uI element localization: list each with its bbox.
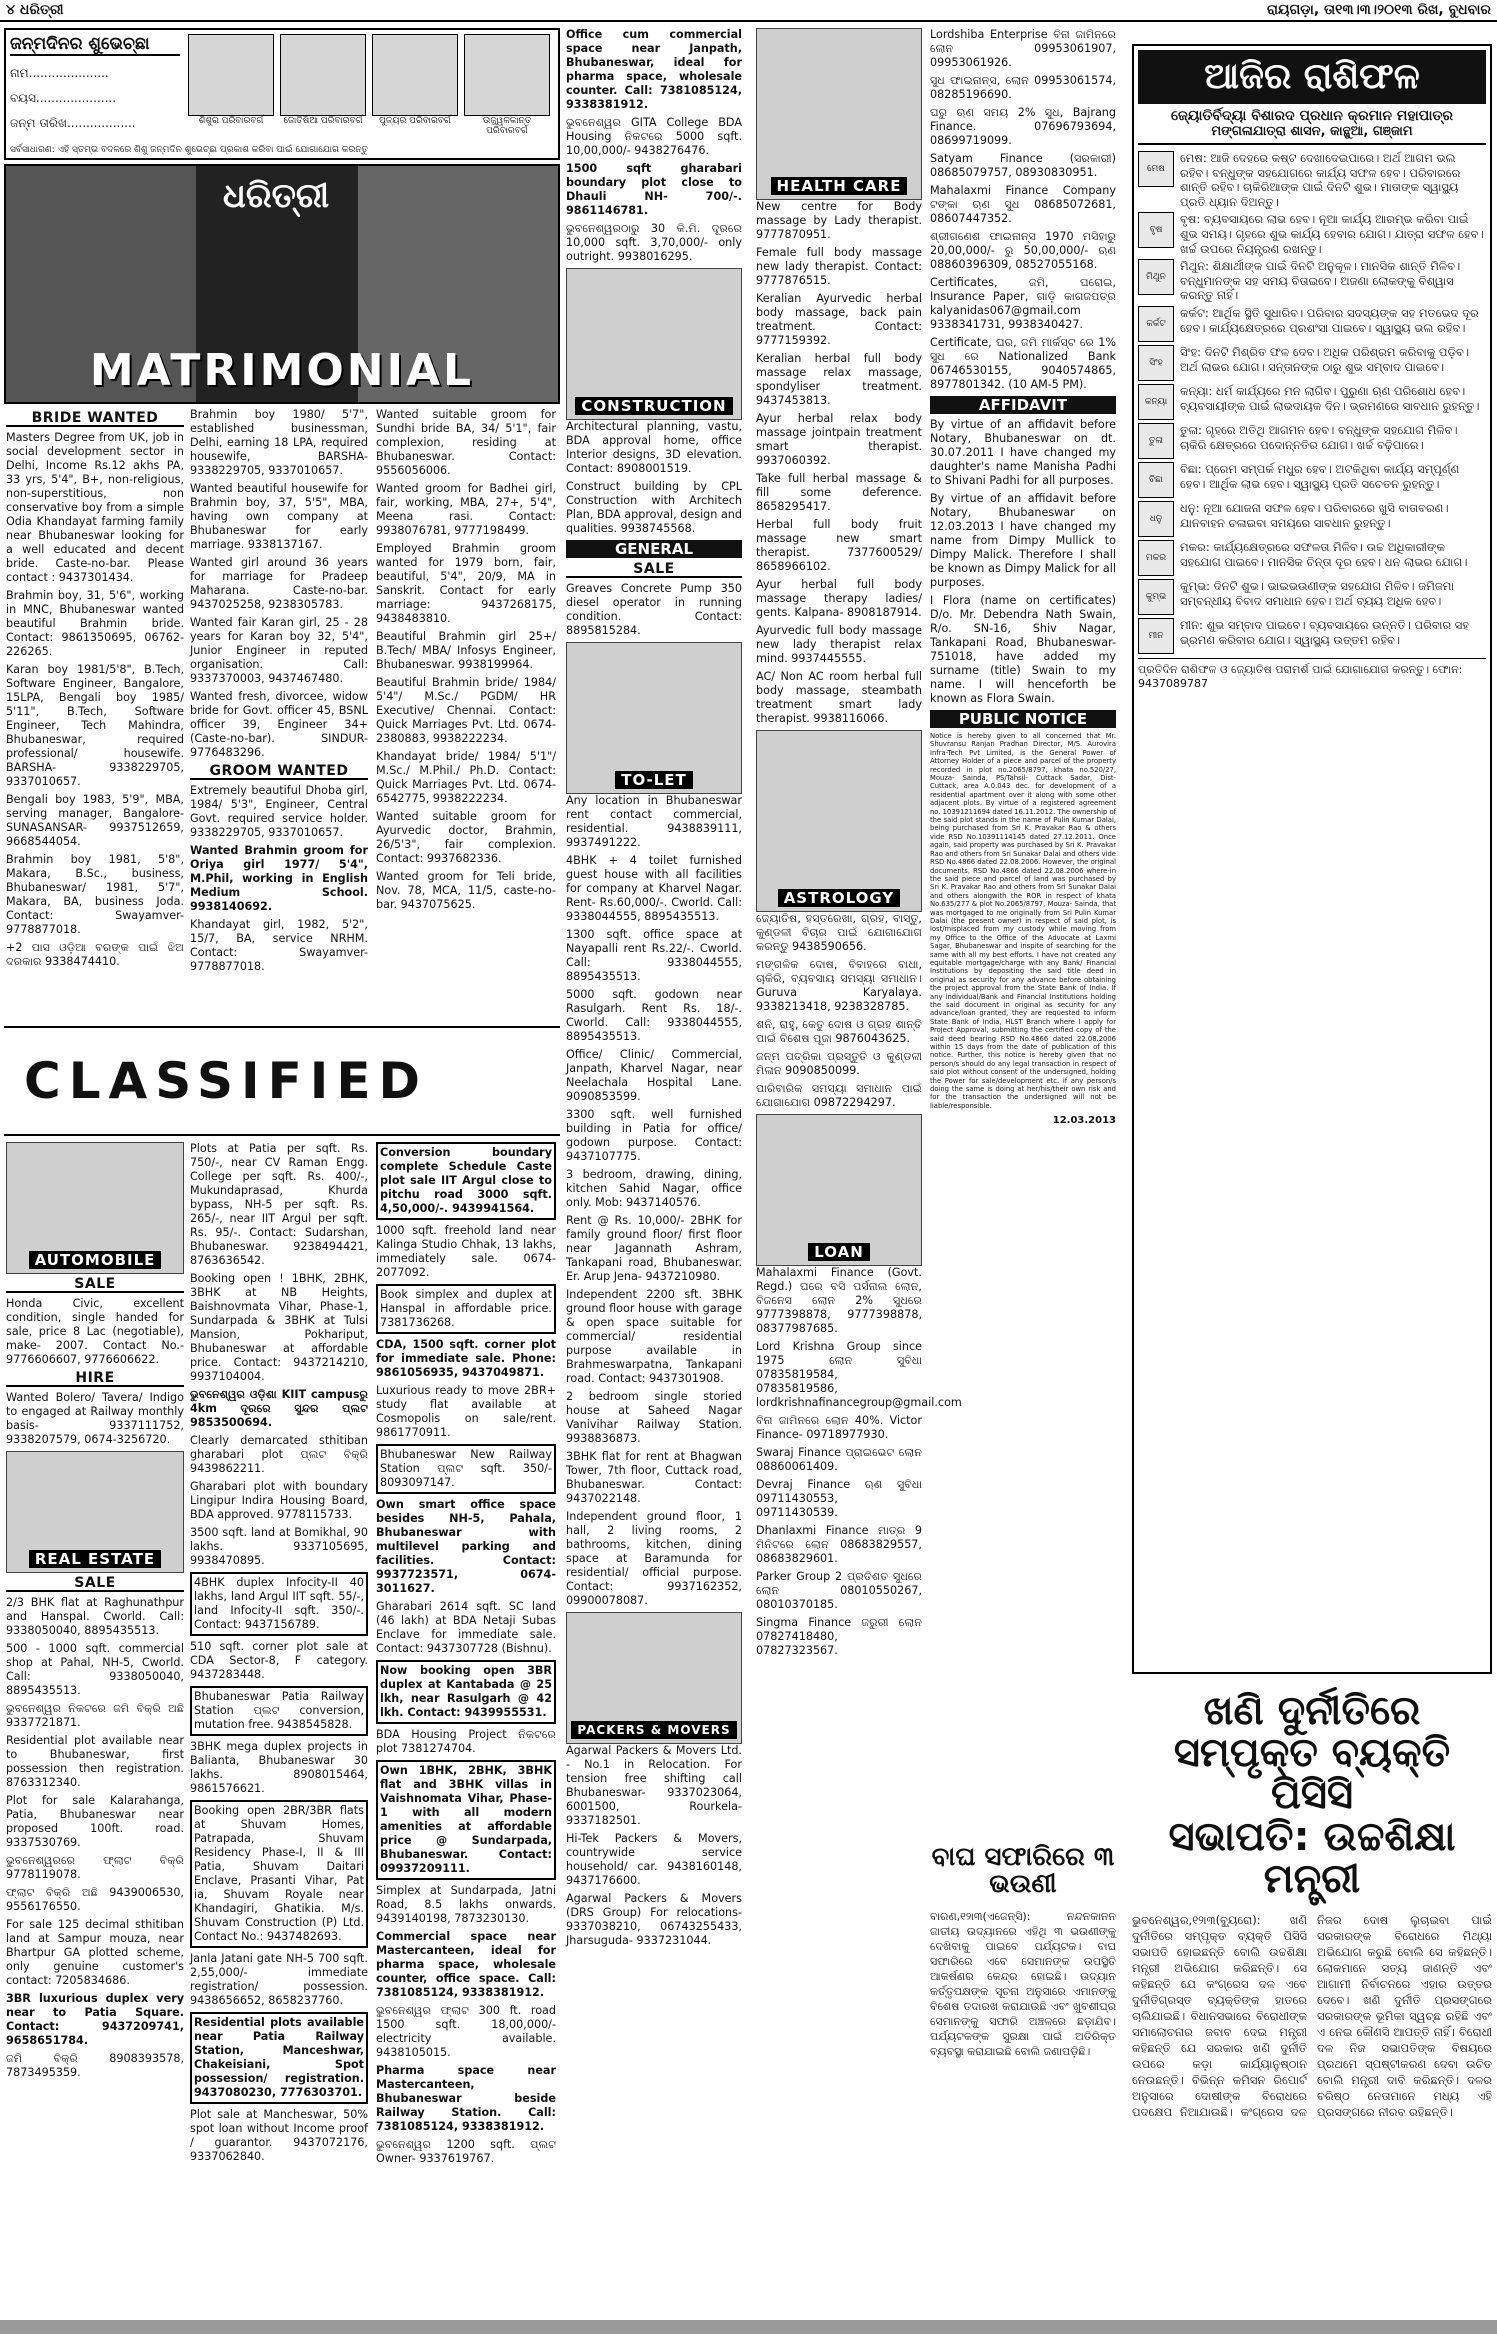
- loan-ad-1: Mahalaxmi Finance (Govt. Regd.) ଘରେ ବସି ପର୍ସନାଲ ଲୋନ, ବିଜନେସ ଲୋନ 2% ସୁଧରେ 9777398878, 9777398878, 08377987685.: [756, 1266, 922, 1335]
- rasi-capricorn-text: ମକର: କାର୍ଯ୍ୟକ୍ଷେତ୍ରରେ ସଫଳତା ମିଳିବ। ଉଚ୍ଚ ଅଧିକାରୀଙ୍କ ସହଯୋଗ ପାଇବେ। ମାନସିକ ଚିନ୍ତା ଦୂର ହେବ। ଧନ ଲାଭର ଯୋଗ।: [1180, 539, 1468, 569]
- classified-banner: [4, 1026, 560, 1136]
- cl-c2-ad-9: Bhubaneswar Patia Railway Station ପ୍ଲଟ conversion, mutation free. 9438545828.: [190, 1686, 368, 1736]
- loan-label: LOAN: [808, 1243, 870, 1261]
- re-ad-5: Plot for sale Kalarahanga, Patia, Bhubaneswar near proposed 100ft. road. 9337530769.: [6, 1794, 184, 1849]
- cl-c3-ad-15: Pharma space near Mastercanteen, Bhubaneswar beside Railway Station. Call: 7381085124, 9338381912.: [376, 2064, 556, 2133]
- mid-top-ad-2: ଭୁବନେଶ୍ୱର GITA College BDA Housing ନିକଟରେ 5000 sqft. 10,00,000/- 9438276476.: [566, 116, 742, 157]
- rasifala-author-sub: ମଙ୍ଗଳାଯାତ୍ରା ଶାସନ, କାନ୍ଥୁଆ, ଗଞ୍ଜାମ: [1138, 124, 1486, 145]
- tolet-ad-2: 4BHK + 4 toilet furnished guest house with all facilities for company at Kharvel Nagar. Rent- Rs.60,000/-. Cworld. Call: 9338044555, 8895435513.: [566, 854, 742, 923]
- cl-c3-ad-1: Conversion boundary complete Schedule Caste plot sale IIT Argul close to pitchu road 3000 sqft. 4,50,000/-. 9439941564.: [376, 1142, 556, 1220]
- aries-icon: ମେଷ: [1138, 151, 1174, 187]
- affidavit-3: I Flora (name on certificates) D/o. Mr. Debendra Nath Swain, R/o. SN-16, Shiv Nagar, Tankapani Road, Bhubaneswar-751018, have added my surname (title) Swain to my name. I will henceforth be known as Flora Swain.: [930, 594, 1116, 705]
- rasi-taurus-text: ବୃଷ: ବ୍ୟବସାୟରେ ଲାଭ ହେବ। ନୂଆ କାର୍ଯ୍ୟ ଆରମ୍ଭ କରିବା ପାଇଁ ଶୁଭ ସମୟ। ଗୃହରେ ଶୁଭ କାର୍ଯ୍ୟ ହେବାର ଯୋଗ। ଯାତ୍ରା ସଫଳ ହେବ। ଖର୍ଚ୍ଚ ଉପରେ ନିୟନ୍ତ୍ରଣ ରଖନ୍ତୁ।: [1180, 212, 1484, 256]
- news-headline-3: ସଭାପତି: ଉଚ୍ଚଶିକ୍ଷା ମନ୍ତ୍ରୀ: [1168, 1814, 1456, 1902]
- birthday-field-age: ବୟସ.....................: [10, 91, 117, 105]
- healthcare-label: HEALTH CARE: [771, 177, 908, 195]
- rasifala-title: ଆଜିର ରାଶିଫଳ: [1138, 50, 1486, 104]
- general-sale-header: SALE: [566, 562, 742, 578]
- tolet-ad-8: Rent @ Rs. 10,000/- 2BHK for family ground floor/ first floor near Jagannath Ashram, Tankapani road, Bhubaneswar. Er. Arup Jena- 9437210980.: [566, 1214, 742, 1283]
- re-ad-1: 2/3 BHK flat at Raghunathpur and Hanspal. Cworld. Call: 9338050040, 8895435513.: [6, 1596, 184, 1637]
- rasi-aries-text: ମେଷ: ଆଜି ଦେହରେ କଷ୍ଟ ଦେଖାଦେଇପାରେ। ଅର୍ଥ ଆଗମ ଭଲ ରହିବ। ବନ୍ଧୁଙ୍କ ସହଯୋଗରେ କାର୍ଯ୍ୟ ସଫଳ ହେବ। ପରିବାରରେ ଶାନ୍ତି ରହିବ। ଚାକିରିଆଙ୍କ ପାଇଁ ଦିନଟି ଶୁଭ। ମାତାଙ୍କ ସ୍ୱାସ୍ଥ୍ୟ ପ୍ରତି ଧ୍ୟାନ ଦିଅନ୍ତୁ।: [1180, 151, 1461, 209]
- tiger-body: ବାରଣ,୧୨ା୩(ଏଜେନ୍ସି): ନନ୍ଦନକାନନ ଜାତୀୟ ଉଦ୍ୟାନରେ ଏହିଥି ୩ ଭଉଣୀଙ୍କୁ ଦେଖିବାକୁ ପାଇବେ ପର୍ଯ୍ୟଟକ। ବାଘ ସଫାରିରେ ଏବେ ସେମାନଙ୍କ ଉପସ୍ଥିତି ଆକର୍ଷଣର କେନ୍ଦ୍ର ହୋଇଛି। ଉଦ୍ୟାନ କର୍ତ୍ତୃପକ୍ଷଙ୍କ ସୂଚନା ଅନୁସାରେ ଏମାନଙ୍କୁ ବିଶେଷ ତଦାରଖ କରାଯାଉଛି ଏବଂ ଖୁବଶୀଘ୍ର ସେମାନଙ୍କୁ ସଫାରି ଅଞ୍ଚଳରେ ଛଡ଼ାଯିବ। ପର୍ଯ୍ୟଟକଙ୍କ ସୁରକ୍ଷା ପାଇଁ ଅତିରିକ୍ତ ବ୍ୟବସ୍ଥା କରାଯାଇଛି ବୋଲି ଜଣାପଡ଼ିଛି।: [930, 1909, 1116, 2058]
- virgo-icon: କନ୍ୟା: [1138, 384, 1174, 420]
- news-body: ଭୁବନେଶ୍ୱର,୧୨ା୩(ବ୍ୟୁରୋ): ଖଣି ଦୁର୍ନୀତିରେ ସମ୍ପୃକ୍ତ ବ୍ୟକ୍ତି ପିସିସି ସଭାପତି ହୋଇଛନ୍ତି ବୋଲି ଉଚ୍ଚଶିକ୍ଷା ମନ୍ତ୍ରୀ ଅଭିଯୋଗ କରିଛନ୍ତି। ସେ କହିଛନ୍ତି ଯେ କଂଗ୍ରେସ ଦଳ ଏବେ ଦୁର୍ନୀତିଗ୍ରସ୍ତ ବ୍ୟକ୍ତିଙ୍କ ହାତରେ ଚାଲିଯାଇଛି। ବିଧାନସଭାରେ ବିରୋଧୀଙ୍କ ସମାଲୋଚନାର ଜବାବ ଦେଇ ମନ୍ତ୍ରୀ କହିଛନ୍ତି ଯେ ସରକାର ଖଣି ଦୁର୍ନୀତି ଉପରେ କଡ଼ା କାର୍ଯ୍ୟାନୁଷ୍ଠାନ ନେଉଛନ୍ତି। ବିଭିନ୍ନ କମିସନ ରିପୋର୍ଟ ଅନୁସାରେ ଦୋଷୀଙ୍କ ବିରୋଧରେ ପଦକ୍ଷେପ ନିଆଯାଉଛି। କଂଗ୍ରେସ ଦଳ ନିଜର ଦୋଷ ଲୁଚାଇବା ପାଇଁ ସରକାରଙ୍କ ବିରୋଧରେ ମିଥ୍ୟା ଅଭିଯୋଗ କରୁଛି ବୋଲି ସେ କହିଛନ୍ତି। ଲୋକମାନେ ସତ୍ୟ ଜାଣନ୍ତି ଏବଂ ଆଗାମୀ ନିର୍ବାଚନରେ ଏହାର ଉତ୍ତର ଦେବେ। ଖଣି ଦୁର୍ନୀତି ପ୍ରସଙ୍ଗରେ ସରକାରଙ୍କ ଭୂମିକା ସ୍ୱଚ୍ଛ ରହିଛି ଏବଂ ଏ ନେଇ କୌଣସି ଆପତ୍ତି ନାହିଁ। ବିରୋଧୀ ଦଳ ନିଜ ସଭାପତିଙ୍କ ବିଷୟରେ ପ୍ରଥମେ ସ୍ପଷ୍ଟୀକରଣ ଦେବା ଉଚିତ ବୋଲି ମନ୍ତ୍ରୀ ଦାବି କରିଛନ୍ତି। ଦଳର ବରିଷ୍ଠ ନେତାମାନେ ମଧ୍ୟ ଏହି ପ୍ରସଙ୍ଗରେ ନୀରବ ରହିଛନ୍ତି।: [1132, 1913, 1492, 2119]
- leo-icon: ସିଂହ: [1138, 345, 1174, 381]
- c6-ad-6: ଶ୍ରୀଗଣେଶ ଫାଇନାନ୍ସ 1970 ମସିହାରୁ 20,00,000/- ରୁ 50,00,000/- ଋଣ 08860396309, 08527055168.: [930, 230, 1116, 271]
- rasi-gemini-text: ମିଥୁନ: ଶିକ୍ଷାର୍ଥୀଙ୍କ ପାଇଁ ଦିନଟି ଅନୁକୂଳ। ମାନସିକ ଶାନ୍ତି ମିଳିବ। ବନ୍ଧୁମାନଙ୍କ ସହ ସମୟ ବିତାଇବେ। ଅଜଣା ଲୋକଙ୍କୁ ବିଶ୍ୱାସ କରନ୍ତୁ ନାହିଁ।: [1180, 259, 1461, 303]
- cl-c3-ad-8: Gharabari 2614 sqft. SC land (46 lakh) at BDA Netaji Subas Enclave for immediate sale. Contact: 9437307728 (Bishnu).: [376, 1600, 556, 1655]
- astro-ad-3: ଶନି, ରାହୁ, କେତୁ ଦୋଷ ଓ ଗ୍ରହ ଶାନ୍ତି ପାଇଁ ବିଶେଷ ପୂଜା 9876043625.: [756, 1018, 922, 1045]
- re-sale-header: SALE: [6, 1576, 184, 1592]
- scorpio-icon: ବିଛା: [1138, 462, 1174, 498]
- health-ad-10: AC/ Non AC room herbal full body massage, steambath treatment smart lady therapist. 9938116066.: [756, 670, 922, 725]
- construction-ad-2: Construct building by CPL Construction with Architech Plan, BDA approval, design and qualities. 9938745568.: [566, 480, 742, 535]
- tolet-ad-1: Any location in Bhubaneswar rent contact commercial, residential. 9438839111, 9937491222.: [566, 794, 742, 849]
- bride-ad-6: +2 ପାସ ଓଡ଼ିଆ ବରଙ୍କ ପାଇଁ ଝିଅ ଦରକାର 9338474410.: [6, 941, 184, 968]
- rasifala-footer: ପ୍ରତିଦିନ ରାଶିଫଳ ଓ ଜ୍ୟୋତିଷ ପରାମର୍ଶ ପାଇଁ ଯୋଗାଯୋଗ କରନ୍ତୁ। ଫୋନ: 9437089787: [1138, 662, 1463, 690]
- rasi-leo: [1138, 345, 1486, 381]
- mat-c2-ad-2: Wanted beautiful housewife for Brahmin boy, 37, 5'5", MBA, having own company at Bhubaneswar for early marriage. 9338137167.: [190, 482, 368, 551]
- groom-wanted-header: GROOM WANTED: [190, 764, 368, 780]
- bride-ad-2: Brahmin boy, 31, 5'6", working in MNC, Bhubaneswar wanted beautiful Brahmin bride. Contact: 9861350695, 06762-226265.: [6, 589, 184, 658]
- birthday-note: ସର୍ବସାଧାରଣ: ଏହି ସ୍ତମ୍ଭ ବଦଳରେ ଶିଶୁ ଜନ୍ମଦିନ ଶୁଭେଚ୍ଛା ପ୍ରକାଶ କରିବା ପାଇଁ ଯୋଗାଯୋଗ କରନ୍ତୁ: [10, 145, 368, 155]
- health-ad-5: Ayur herbal relax body massage jointpain treatment smart therapist. 9937060392.: [756, 412, 922, 467]
- packers-ad-3: Agarwal Packers & Movers (DRS Group) For relocations- 9337038210, 06743255433, Jharsuguda- 9337231044.: [566, 1892, 742, 1947]
- groom-ad-3: Khandayat girl, 1982, 5'2", 15/7, BA, service NRHM. Contact: Swayamver- 9778877018.: [190, 918, 368, 973]
- health-ad-9: Ayurvedic full body massage new lady therapist relax mind. 9937445555.: [756, 624, 922, 665]
- re-ad-10: ଜମି ବିକ୍ରି 8908393578, 7873495359.: [6, 2052, 184, 2079]
- rasi-pisces-text: ମୀନ: ଶୁଭ ସମ୍ବାଦ ପାଇବେ। ବ୍ୟବସାୟରେ ଉନ୍ନତି। ପରିବାର ସହ ଭ୍ରମଣ କରିବାର ଯୋଗ। ସ୍ୱାସ୍ଥ୍ୟ ଉତ୍ତମ ରହିବ।: [1180, 617, 1469, 647]
- taurus-icon: ବୃଷ: [1138, 212, 1174, 248]
- loan-ad-4: Swaraj Finance ପ୍ରାଇଭେଟ ଲୋନ 08860061409.: [756, 1446, 922, 1473]
- cl-c3-ad-3: Book simplex and duplex at Hanspal in affordable price. 7381736268.: [376, 1284, 556, 1334]
- public-notice-text: Notice is hereby given to all concerned that Mr. Shuvransu Ranjan Pradhan Director, M/S. Aurovira Infra-Tech Pvt Limited, is the General Power of Attorney Holder of a piece and parcel of the property recorded in plot no.2065/8797, khata no.520/27, Mouza- Sainda, PS/Tahsil- Cuttack Sadar, Dist- Cuttack, area A.0.043 dec. for development of a residential apartment over it along with some other adjacent plots. By virtue of a registered agreement no. 10391211694 dated 16.11.2012. The ownership of the said plot stands in the name of Pulin Kumar Dalai, being purchased from Sri K. Pravakar Rao & others vide RSD No.10391114145 dated 27.12.2011. Once again, said property was purchased by Sri K. Pravakar Rao and others from Sri Sunakar Dalai and others vide RSD No.4866 dated 22.08.2006. However, the original documents, RSD No.4866 dated 22.08.2006 where-in the said piece and parcel of land was purchased by Sri K. Pravakar Rao and others from Sri Sunakar Dalai and others alongwith the ROR in respect of khata No.635/277 & plot No.2065/8797, Mouza- Sainda, that was mortgaged to me originally from Sri Pulin Kumar Dalai (the present owner) in respect of said plot, is lost/misplaced from my custody while moving from my Office to the Office of the Advocate at Laxmi Sagar, Bhubaneswar and inspite of searching for the same with all my best efforts. I have not created any equitable mortgage/charge with any Bank/ Financial Institutions by depositing the said title deed in original as security for any advance before obtaining the project approval from the State Bank of India. If any individual/Bank and Financial Institutions holding the said document in original as security for any advance/loan granted, they are requested to inform State Bank of India, HLST Branch where I apply for Project Approval, submitting the certified copy of the said deed bearing RSD No.4866 dated 22.08.2006 within 15 days from the date of publication of this notice. Further, this notice is hereby given that no person/s should do any legal transaction in respect of said plot without consent of the undersigned, holding the Power for sale/development etc. if any person/s doing the same is doing at her/his/their own risk and for the transaction the undersigned will not be liable/responsible.: [930, 732, 1117, 1110]
- health-ad-6: Take full herbal massage & fill some deference. 8658295417.: [756, 472, 922, 513]
- matrimonial-col-3: [376, 408, 556, 1018]
- rasi-pisces: [1138, 618, 1486, 654]
- cl-c2-ad-5: Gharabari plot with boundary Lingipur Indira Housing Board, BDA approved. 9778115733.: [190, 1480, 368, 1521]
- bride-ad-3: Karan boy 1981/5'8", B.Tech, Software Engineer, Bangalore, 15LPA, Bengali boy 1985/ 5'11", B.Tech, Software Engineer, Tech Mahindra, Bhubaneswar, required professional/ housewife. BARSHA- 9338229705, 9337010657.: [6, 663, 184, 788]
- cl-c2-ad-12: Janla Jatani gate NH-5 700 sqft. 2,55,000/- immediate registration/ possession. 9438656652, 8658237760.: [190, 1952, 368, 2007]
- c6-ad-3: ଘରୁ ଋଣ ସମୟ 2% ସୁଧ, Bajrang Finance. 07696793694, 08699719099.: [930, 106, 1116, 147]
- birthday-box: [4, 28, 560, 160]
- construction-ad-1: Architectural planning, vastu, BDA approval home, office Interior designs, 3D elevation. Contact: 8908001519.: [566, 420, 742, 475]
- hire-ad: Wanted Bolero/ Tavera/ Indigo to engaged at Railway monthly basis- 9337111752, 9338207579, 0674-3256720.: [6, 1391, 184, 1446]
- matrimonial-title: MATRIMONIAL: [89, 345, 475, 396]
- loan-ad-2: Lord Krishna Group since 1975 ଲୋନ ସୁବିଧା 07835819584, 07835819586, lordkrishnafinancegroup@gmail.com: [756, 1340, 962, 1409]
- birthday-field-name: ନାମ.....................: [10, 66, 109, 80]
- tolet-ad-9: Independent 2200 sft. 3BHK ground floor house with garage & open space suitable for commercial/ residential purpose available in Brahmeswarpatna, Tankapani road. Contact: 9437301908.: [566, 1288, 743, 1385]
- c6-ad-7: Certificates, ଜମି, ଘରୋଇ, Insurance Paper, ଗାଡ଼ି କାଗଜପତ୍ର kalyanidas067@gmail.com 9338341731, 9938340427.: [930, 276, 1116, 331]
- rasi-scorpio-text: ବିଛା: ପ୍ରେମ ସମ୍ପର୍କ ମଧୁର ହେବ। ଅଟକିଥିବା କାର୍ଯ୍ୟ ସମ୍ପୂର୍ଣ୍ଣ ହେବ। ଆର୍ଥିକ ଲାଭ ହେବ। ସ୍ୱାସ୍ଥ୍ୟ ପ୍ରତି ସଚେତନ ରୁହନ୍ତୁ।: [1180, 461, 1460, 491]
- health-ad-1: New centre for Body massage by Lady therapist. 9777870951.: [756, 200, 922, 241]
- rasi-capricorn: [1138, 540, 1486, 576]
- groom-ad-2: Wanted Brahmin groom for Oriya girl 1977/ 5'4", M.Phil, working in English Medium School. 9938140692.: [190, 844, 368, 913]
- mid-top-ad-1: Office cum commercial space near Janpath, Bhubaneswar, ideal for pharma space, wholesale counter. Call: 7381085124, 9338381912.: [566, 28, 742, 111]
- health-ad-7: Herbal full body fruit massage new smart therapist. 7377600529/ 8658966102.: [756, 518, 922, 573]
- general-header: GENERAL: [566, 540, 742, 558]
- mat-c2-ad-1: Brahmin boy 1980/ 5'7", established businessman, Delhi, earning 18 LPA, required housewife, BARSHA- 9338229705, 9337010657.: [190, 408, 368, 477]
- bride-ad-5: Brahmin boy 1981, 5'8", Makara, B.Sc., business, Bhubaneswar/ 1981, 5'7", Makara, BA, business Joda. Contact: Swayamver- 9778877018.: [6, 853, 184, 936]
- tolet-ad-11: 3BHK flat for rent at Bhagwan Tower, 7th floor, Cuttack road, Bhubaneswar. Contact: 9437022148.: [566, 1450, 742, 1505]
- birthday-caption-2: ଜୋତିଷିଆ ପରିବାରବର୍ଗ: [283, 116, 363, 126]
- mat-c3-ad-2: Wanted groom for Badhei girl, fair, working, MBA, 27+, 5'4", Meena rasi. Contact: 9938076781, 9777198499.: [376, 482, 556, 537]
- rasi-sagittarius: [1138, 501, 1486, 537]
- mat-c3-ad-4: Beautiful Brahmin girl 25+/ B.Tech/ MBA/ Infosys Engineer, Bhubaneswar. 9938199964.: [376, 630, 556, 671]
- cl-c2-ad-3: ଭୁବନେଶ୍ୱର ଓଡ଼ିଶା KIIT campusରୁ 4km ଦୂରରେ ସୁନ୍ଦର ପ୍ଲଟ 9853500694.: [190, 1388, 368, 1429]
- birthday-photo-2: [280, 34, 366, 116]
- re-ad-3: ଭୁବନେଶ୍ୱର ନିକଟରେ ଜମି ବିକ୍ରି ଅଛି 9337721871.: [6, 1702, 184, 1729]
- re-ad-2: 500 - 1000 sqft. commercial shop at Pahal, NH-5, Cworld. Call: 9338050040, 8895435513.: [6, 1642, 184, 1697]
- cl-c2-ad-11: Booking open 2BR/3BR flats at Shuvam Homes, Patrapada, Shuvam Residency Phase-I, II & III Patia, Shuvam Daitari Enclave, Prasanti Vihar, Pat ia, Shuvam Royale near Khandagiri, Ghatikia. M/s. Shuvam Construction (P) Ltd. Contact No.: 9437482693.: [190, 1800, 368, 1948]
- bride-wanted-header: BRIDE WANTED: [6, 411, 184, 427]
- classified-title: CLASSIFIED: [24, 1052, 429, 1110]
- cl-c2-ad-10: 3BHK mega duplex projects in Balianta, Bhubaneswar 30 lakhs. 8908015464, 9861576621.: [190, 1740, 368, 1795]
- rasi-taurus: [1138, 212, 1486, 256]
- cl-c2-ad-6: 3500 sqft. land at Bomikhal, 90 lakhs. 9337105695, 9938470895.: [190, 1526, 368, 1567]
- cl-c2-ad-14: Plot sale at Mancheswar, 50% spot loan without Income proof / guarantor. 9437072176, 9337062840.: [190, 2108, 368, 2163]
- astrology-label: ASTROLOGY: [778, 889, 901, 907]
- rasi-aquarius-text: କୁମ୍ଭ: ଦିନଟି ଶୁଭ। ଭାଇଭଉଣୀଙ୍କ ସହଯୋଗ ମିଳିବ। ଜମିଜମା ସମ୍ବନ୍ଧୀୟ ବିବାଦ ସମାଧାନ ହେବ। ଅର୍ଥ ବ୍ୟୟ ଅଧିକ ହେବ।: [1180, 578, 1454, 608]
- tolet-ad-4: 5000 sqft. godown near Rasulgarh. Rent Rs. 18/-. Cworld. Call: 9338044555, 8895435513.: [566, 988, 742, 1043]
- automobile-label: AUTOMOBILE: [29, 1251, 162, 1269]
- cl-c2-ad-8: 510 sqft. corner plot sale at CDA Sector-8, F category. 9437283448.: [190, 1640, 368, 1681]
- groom-ad-1: Extremely beautiful Dhoba girl, 1984/ 5'3", Engineer, Central Govt. required service holder. 9338229705, 9337010657.: [190, 784, 368, 839]
- c6-ad-5: Mahalaxmi Finance Company ଟଙ୍କା ଋଣ ସୁଧ 08685072681, 08607447352.: [930, 184, 1116, 225]
- matrimonial-logo: ଧରିତ୍ରୀ: [222, 176, 330, 216]
- cl-c3-ad-2: 1000 sqft. freehold land near Kalinga Studio Chhak, 13 lakhs, immediately sale. 0674-2077092.: [376, 1224, 556, 1279]
- rasi-aries: [1138, 151, 1486, 209]
- healthcare-image: [756, 28, 922, 200]
- pisces-icon: ମୀନ: [1138, 618, 1174, 654]
- health-col: [756, 28, 962, 2312]
- loan-ad-5: Devraj Finance ଋଣ ସୁବିଧା 09711430553, 09711430539.: [756, 1478, 922, 1519]
- tiger-headline: ବାଘ ସଫାରିରେ ୩ ଭଉଣୀ: [931, 1842, 1115, 1900]
- astro-ad-4: ଜନ୍ମ ପତ୍ରିକା ପ୍ରସ୍ତୁତି ଓ କୁଣ୍ଡଳୀ ମିଳାନ 9090850099.: [756, 1050, 922, 1077]
- re-ad-8: For sale 125 decimal sthitiban land at Sampur mouza, near Bhartpur GA plotted scheme, only genuine customer's contact: 7205834686.: [6, 1918, 184, 1987]
- packers-ad-2: Hi-Tek Packers & Movers, countrywide service household/ car. 9438160148, 9437176600.: [566, 1832, 742, 1887]
- mat-c3-ad-7: Wanted suitable groom for Ayurvedic doctor, Brahmin, 26/5'3", fair complexion. Contact: 9937682336.: [376, 810, 556, 865]
- c6-ad-2: ସୁଧ ଫାଇନାନ୍ସ, ଲୋନ 09953061574, 08285196690.: [930, 74, 1116, 101]
- birthday-caption-1: ଶିଶୁର ପରିବାରବର୍ଗ: [198, 116, 264, 126]
- re-ad-7: ଫ୍ଲାଟ ବିକ୍ରି ଅଛି 9439006530, 9556176550.: [6, 1886, 184, 1913]
- c6-ad-1: Lordshiba Enterprise ବିନା ଜାମିନରେ ଲୋନ 09953061907, 09953061926.: [930, 28, 1116, 69]
- rasi-scorpio: [1138, 462, 1486, 498]
- tolet-ad-10: 2 bedroom single storied house at Saheed Nagar Vanivihar Railway Station. 9938836873.: [566, 1390, 742, 1445]
- rasi-virgo-text: କନ୍ୟା: ଧର୍ମ କାର୍ଯ୍ୟରେ ମନ ଲାଗିବ। ପୁରୁଣା ଋଣ ପରିଶୋଧ ହେବ। ବ୍ୟବସାୟୀଙ୍କ ପାଇଁ ଲାଭଦାୟକ ଦିନ। ଭ୍ରମଣରେ ସାବଧାନ ରୁହନ୍ତୁ।: [1180, 383, 1480, 413]
- aquarius-icon: କୁମ୍ଭ: [1138, 579, 1174, 615]
- birthday-photo-1: [188, 34, 274, 116]
- cl-c3-ad-12: Simplex at Sundarpada, Jatni Road, 8.5 lakhs onwards. 9439140198, 7873230130.: [376, 1884, 556, 1925]
- classified-col-2: [190, 1142, 368, 2312]
- cl-c2-ad-13: Residential plots available near Patia Railway Station, Manceshwar, Chakeisiani, Spot possession/ registration. 9437080230, 7776303701.: [190, 2012, 368, 2104]
- cancer-icon: କର୍କଟ: [1138, 306, 1174, 342]
- construction-label: CONSTRUCTION: [575, 397, 732, 415]
- rasi-cancer: [1138, 306, 1486, 342]
- mat-c2-ad-3: Wanted girl around 36 years for marriage for Pradeep Maharana. Caste-no-bar. 9437025258, 9238305783.: [190, 556, 368, 611]
- mat-c2-ad-4: Wanted fair Karan girl, 25 - 28 years for Karan boy 32, 5'4", Junior Engineer in reputed organisation. Call: 9337370003, 9437467480.: [190, 616, 368, 685]
- astro-ad-1: ଜ୍ୟୋତିଷ, ହସ୍ତରେଖା, ଗ୍ରହ, ବାସ୍ତୁ, କୁଣ୍ଡଳୀ ବିଚାର ପାଇଁ ଯୋଗାଯୋଗ କରନ୍ତୁ 9438590656.: [756, 912, 922, 953]
- cl-c2-ad-7: 4BHK duplex Infocity-II 40 lakhs, land Argul IIT sqft. 55/-, land Infocity-II sqft. 350/-. Contact: 9437156789.: [190, 1572, 368, 1636]
- re-ad-4: Residential plot available near to Bhubaneswar, first possession then registration. 8763312340.: [6, 1734, 184, 1789]
- loan-ad-8: Singma Finance ଜରୁରୀ ଲୋନ 07827418480, 07827323567.: [756, 1616, 922, 1657]
- date-line: ରାୟଗଡ଼ା, ତା୧୩।୩।୨୦୧୩ ରିଖ, ବୁଧବାର: [1266, 2, 1491, 18]
- cl-c3-ad-7: Own smart office space besides NH-5, Pahala, Bhubaneswar with multilevel parking and facilities. Contact: 9937723571, 0674-3011627.: [376, 1498, 556, 1595]
- birthday-photo-4: [464, 34, 550, 116]
- classified-col-1: [6, 1142, 184, 2312]
- astro-ad-5: ପାରିବାରିକ ସମସ୍ୟା ସମାଧାନ ପାଇଁ ଯୋଗାଯୋଗ 09872294297.: [756, 1082, 922, 1109]
- loan-ad-7: Parker Group 2 ପ୍ରତିଶତ ସୁଧରେ ଲୋନ 08010550267, 08010370185.: [756, 1570, 922, 1611]
- gemini-icon: ମିଥୁନ: [1138, 259, 1174, 295]
- loan-ad-3: ବିନା ଜାମିନରେ ଲୋନ 40%. Victor Finance- 09718977930.: [756, 1414, 922, 1441]
- bride-ad-4: Bengali boy 1983, 5'9", MBA, serving manager, Bangalore- SUNASANSAR- 9937512659, 9668544054.: [6, 793, 184, 848]
- automobile-image: [6, 1142, 184, 1274]
- matrimonial-banner: [4, 164, 560, 404]
- re-ad-6: ଭୁବନେଶ୍ୱରରେ ଫ୍ଲାଟ ବିକ୍ରି 9778119078.: [6, 1854, 184, 1881]
- rasi-sagittarius-text: ଧନୁ: ନୂଆ ଯୋଜନା ସଫଳ ହେବ। ପରିବାରରେ ଖୁସି ବାତାବରଣ। ଯାନବାହନ ଚଳାଇବା ସମୟରେ ସାବଧାନ ରୁହନ୍ତୁ।: [1180, 500, 1449, 530]
- public-notice-date: 12.03.2013: [1052, 1115, 1116, 1127]
- rasi-gemini: [1138, 259, 1486, 303]
- re-ad-9: 3BR luxurious duplex very near to Patia Square. Contact: 9437209741, 9658651784.: [6, 1992, 184, 2047]
- astro-ad-2: ମଙ୍ଗଳିକ ଦୋଷ, ବିବାହରେ ବାଧା, ଚାକିରି, ବ୍ୟବସାୟ ସମସ୍ୟା ସମାଧାନ। Guruva Karyalaya. 9338213418, 9238328785.: [756, 958, 922, 1013]
- tolet-ad-3: 1300 sqft. office space at Nayapalli rent Rs.22/-. Cworld. Call: 9338044555, 8895435513.: [566, 928, 742, 983]
- packers-label: PACKERS & MOVERS: [571, 1721, 736, 1739]
- realestate-image: [6, 1451, 184, 1573]
- birthday-photo-3: [372, 34, 458, 116]
- matrimonial-col-1: [6, 408, 184, 1018]
- mat-c3-ad-3: Employed Brahmin groom wanted for 1979 born, fair, beautiful, 5'4", 20/9, MA in Sanskrit. Contact for early marriage: 9437268175, 9438483810.: [376, 542, 556, 625]
- rasi-virgo: [1138, 384, 1486, 420]
- cl-c2-ad-2: Booking open ! 1BHK, 2BHK, 3BHK at NB Heights, Baishnovmata Vihar, Phase-1, Sundarpada & 3BHK at Tulsi Mansion, Pokhariput, Bhubaneswar at affordable price. Contact: 9437214210, 9937104004.: [190, 1272, 368, 1383]
- health-ad-2: Female full body massage new lady therapist. Contact: 9777876515.: [756, 246, 922, 287]
- packers-ad-1: Agarwal Packers & Movers Ltd. - No.1 in Relocation. For tension free shifting call Bhubaneswar- 9337023064, 6001500, Rourkela- 9337182501.: [566, 1744, 742, 1827]
- mat-c2-ad-5: Wanted fresh, divorcee, widow bride for Govt. officer 45, BSNL officer 39, Engineer 34+ (Caste-no-bar). SINDUR- 9776483296.: [190, 690, 368, 759]
- tolet-image: [566, 642, 742, 794]
- cl-c3-ad-13: Commercial space near Mastercanteen, ideal for pharma space, wholesale counter, office space. Call: 7381085124, 9338381912.: [376, 1930, 556, 1999]
- news-headline-2: ସମ୍ପୃକ୍ତ ବ୍ୟକ୍ତି ପିସିସି: [1173, 1730, 1451, 1818]
- health-ad-4: Keralian herbal full body massage relax massage, spondyliser treatment. 9437453813.: [756, 352, 922, 407]
- capricorn-icon: ମକର: [1138, 540, 1174, 576]
- hire-header: HIRE: [6, 1371, 184, 1387]
- bride-ad-1: Masters Degree from UK, job in social development sector in Delhi, Income Rs.12 akhs PA, 33 yrs, 5'4", B+, non-religious, non-superstitious, non conservative boy from a simple Odia Khandayat farming family near Bhubaneswar looking for a well educated and decent bride. Caste-no-bar. Please contact : 9437301434.: [6, 431, 184, 584]
- c6-ad-8: Certificate, ଘର, ଜମି ମାର୍କସ୍ଟ ରେ 1% ସୁଧ ରେ Nationalized Bank 06746530155, 9040574865, 8977801342. (10 AM-5 PM).: [930, 336, 1116, 391]
- mat-c3-ad-6: Khandayat bride/ 1984/ 5'1"/ M.Sc./ M.Phil./ Ph.D. Contact: Quick Marriages Pvt. Ltd. 0674-6542775, 9938222234.: [376, 750, 556, 805]
- tolet-ad-6: 3300 sqft. well furnished building in Patia for office/ godown purpose. Contact: 9437107775.: [566, 1108, 742, 1163]
- cl-c3-ad-10: BDA Housing Project ନିକଟରେ plot 7381274704.: [376, 1728, 556, 1755]
- birthday-caption-3: ପୁଜ୍ୟର ପରିବାରବର୍ଗ: [379, 116, 451, 126]
- cl-c3-ad-14: ଭୁବନେଶ୍ୱର ଫ୍ଲାଟ 300 ft. road 1500 sqft. 18,00,000/- electricity available. 9438105015.: [376, 2004, 556, 2059]
- birthday-field-date: ଜନ୍ମ ତାରିଖ..................: [10, 116, 136, 130]
- auto-sale-ad: Honda Civic, excellent condition, single handed for sale, price 8 Lac (negotiable), make- 2007. Contact No.- 9776606607, 9776606622.: [6, 1297, 184, 1366]
- affidavit-col: [930, 28, 1116, 1828]
- rasifala-author: ଜ୍ୟୋତିର୍ବିଦ୍ୟା ବିଶାରଦ ପ୍ରଧାନ କ୍ରମାନ ମହାପାତ୍ର: [1171, 108, 1453, 124]
- rasi-cancer-text: କର୍କଟ: ଆର୍ଥିକ ସ୍ଥିତି ସୁଧାରିବ। ପରିବାର ସଦସ୍ୟଙ୍କ ସହ ମତଭେଦ ଦୂର ହେବ। କାର୍ଯ୍ୟକ୍ଷେତ୍ରରେ ପ୍ରଶଂସା ପାଇବେ। ସ୍ୱାସ୍ଥ୍ୟ ଭଲ ରହିବ।: [1180, 305, 1479, 335]
- mat-c3-ad-5: Beautiful Brahmin bride/ 1984/ 5'4"/ M.Sc./ PGDM/ HR Executive/ Chennai. Contact: Quick Marriages Pvt. Ltd. 0674-2380883, 9938222234.: [376, 676, 556, 745]
- mid-top-ad-4: ଭୁବନେଶ୍ୱରଠାରୁ 30 କି.ମି. ଦୂରରେ 10,000 sqft. 3,70,000/- only outright. 9938016295.: [566, 222, 742, 263]
- affidavit-header: AFFIDAVIT: [930, 396, 1116, 414]
- birthday-title: ଜନ୍ମଦିନର ଶୁଭେଚ୍ଛା: [10, 34, 180, 56]
- libra-icon: ତୁଳା: [1138, 423, 1174, 459]
- mat-c3-ad-8: Wanted groom for Teli bride, Nov. 78, MCA, 11/5, caste-no-bar. 9437075625.: [376, 870, 556, 911]
- cl-c2-ad-4: Clearly demarcated sthitiban gharabari plot ପ୍ଲଟ ବିକ୍ରି 9439862211.: [190, 1434, 368, 1475]
- rasi-leo-text: ସିଂହ: ଦିନଟି ମିଶ୍ରିତ ଫଳ ଦେବ। ଅଧିକ ପରିଶ୍ରମ କରିବାକୁ ପଡ଼ିବ। ଅର୍ଥ ଲାଭର ଯୋଗ। ସନ୍ତାନଙ୍କ ଠାରୁ ଶୁଭ ସମ୍ବାଦ ପାଇବେ।: [1180, 344, 1470, 374]
- loan-image: [756, 1114, 922, 1266]
- packers-image: [566, 1612, 742, 1744]
- cl-c3-ad-5: Luxurious ready to move 2BR+ study flat available at Cosmopolis on sale/rent. 9861770911.: [376, 1384, 556, 1439]
- affidavit-2: By virtue of an affidavit before Notary, Bhubaneswar on 12.03.2013 I have changed my name from Dimpy Mullick to Dimpy Malick. Therefore I shall be known as Dimpy Malick for all purposes.: [930, 492, 1116, 589]
- mid-top-ad-3: 1500 sqft gharabari boundary plot close to Dhauli NH- 700/-. 9861146781.: [566, 162, 742, 217]
- cl-c3-ad-9: Now booking open 3BR duplex at Kantabada @ 25 lkh, near Rasulgarh @ 42 lkh. Contact: 9439955531.: [376, 1660, 556, 1724]
- cl-c3-ad-16: ଭୁବନେଶ୍ୱର 1200 sqft. ପ୍ଲଟ Owner- 9337619767.: [376, 2138, 556, 2165]
- public-notice-header: PUBLIC NOTICE: [930, 710, 1116, 728]
- cl-c3-ad-6: Bhubaneswar New Railway Station ପ୍ଲଟ sqft. 350/- 8093097147.: [376, 1444, 556, 1494]
- rasifala-box: [1132, 44, 1492, 1674]
- astrology-image: [756, 730, 922, 912]
- tolet-ad-5: Office/ Clinic/ Commercial, Janpath, Kharvel Nagar, near Neelachala Hospital Lane. 9090853599.: [566, 1048, 742, 1103]
- page-footer-bar: [0, 2320, 1497, 2334]
- birthday-caption-4: ଉଜ୍ଜ୍ୱଳକାନ୍ତ ପରିବାରବର୍ଗ: [482, 116, 532, 136]
- health-ad-3: Keralian Ayurvedic herbal body massage, back pain treatment. Contact: 9777159392.: [756, 292, 922, 347]
- news-story: [1132, 1690, 1492, 2310]
- sagittarius-icon: ଧନୁ: [1138, 501, 1174, 537]
- tolet-ad-7: 3 bedroom, drawing, dining, kitchen Sahid Nagar, office only. Mob: 9437140576.: [566, 1168, 742, 1209]
- middle-col: [566, 28, 742, 2312]
- rasi-aquarius: [1138, 579, 1486, 615]
- general-sale-ad: Greaves Concrete Pump 350 diesel operator in running condition. Contact: 8895815284.: [566, 582, 742, 637]
- rasi-libra-text: ତୁଳା: ଗୃହରେ ଅତିଥି ଆଗମନ ହେବ। ବନ୍ଧୁଙ୍କ ସହଯୋଗ ମିଳିବ। ଚାକିରି କ୍ଷେତ୍ରରେ ପଦୋନ୍ନତିର ଯୋଗ। ଖର୍ଚ୍ଚ ବଢ଼ିପାରେ।: [1180, 422, 1458, 452]
- loan-ad-6: Dhanlaxmi Finance ମାତ୍ର 9 ମିନିଟରେ ଲୋନ 08683829557, 08683829601.: [756, 1524, 922, 1565]
- cl-c2-ad-1: Plots at Patia per sqft. Rs. 750/-, near CV Raman Engg. College per sqft. Rs. 400/-, Mukundaprasad, Khurda bypass, NH-5 per sqft. Rs. 265/-, near IIT Argul per sqft. Rs. 95/-. Contact: Sudarshan, Bhubaneswar. 9238494421, 8763636542.: [190, 1142, 368, 1267]
- matrimonial-col-2: [190, 408, 368, 1018]
- tiger-story: [930, 1838, 1116, 2308]
- realestate-label: REAL ESTATE: [29, 1550, 161, 1568]
- tolet-label: TO-LET: [615, 771, 693, 789]
- auto-sale-header: SALE: [6, 1277, 184, 1293]
- mat-c3-ad-1: Wanted suitable groom for Sundhi bride BA, 34/ 5'1", fair complexion, residing at Bhubaneswar. Contact: 9556056006.: [376, 408, 556, 477]
- classified-col-3: [376, 1142, 556, 2312]
- news-headline-1: ଖଣି ଦୁର୍ନୀତିରେ: [1203, 1688, 1421, 1734]
- page-label: ୪ ଧରିତ୍ରୀ: [6, 2, 64, 18]
- health-ad-8: Ayur herbal full body massage therapy ladies/ gents. Kalpana- 8908187914.: [756, 578, 922, 619]
- page-header: [0, 0, 1497, 22]
- affidavit-1: By virtue of an affidavit before Notary, Bhubaneswar on dt. 30.07.2011 I have changed my daughter's name Manisha Padhi to Shivani Padhi for all purposes.: [930, 418, 1116, 487]
- tolet-ad-12: Independent ground floor, 1 hall, 2 living rooms, 2 bathrooms, kitchen, dining space at Baramunda for residential/ official purpose. Contact: 9937162352, 09900078087.: [566, 1510, 742, 1607]
- construction-image: [566, 268, 742, 420]
- c6-ad-4: Satyam Finance (ସରକାରୀ) 08685079757, 08930830951.: [930, 152, 1116, 179]
- cl-c3-ad-4: CDA, 1500 sqft. corner plot for immediate sale. Phone: 9861056935, 9437049871.: [376, 1338, 556, 1379]
- rasi-libra: [1138, 423, 1486, 459]
- cl-c3-ad-11: Own 1BHK, 2BHK, 3BHK flat and 3BHK villas in Vaishnomata Vihar, Phase-1 with all modern amenities at affordable price @ Sundarpada, Bhubaneswar. Contact: 09937209111.: [376, 1760, 556, 1880]
